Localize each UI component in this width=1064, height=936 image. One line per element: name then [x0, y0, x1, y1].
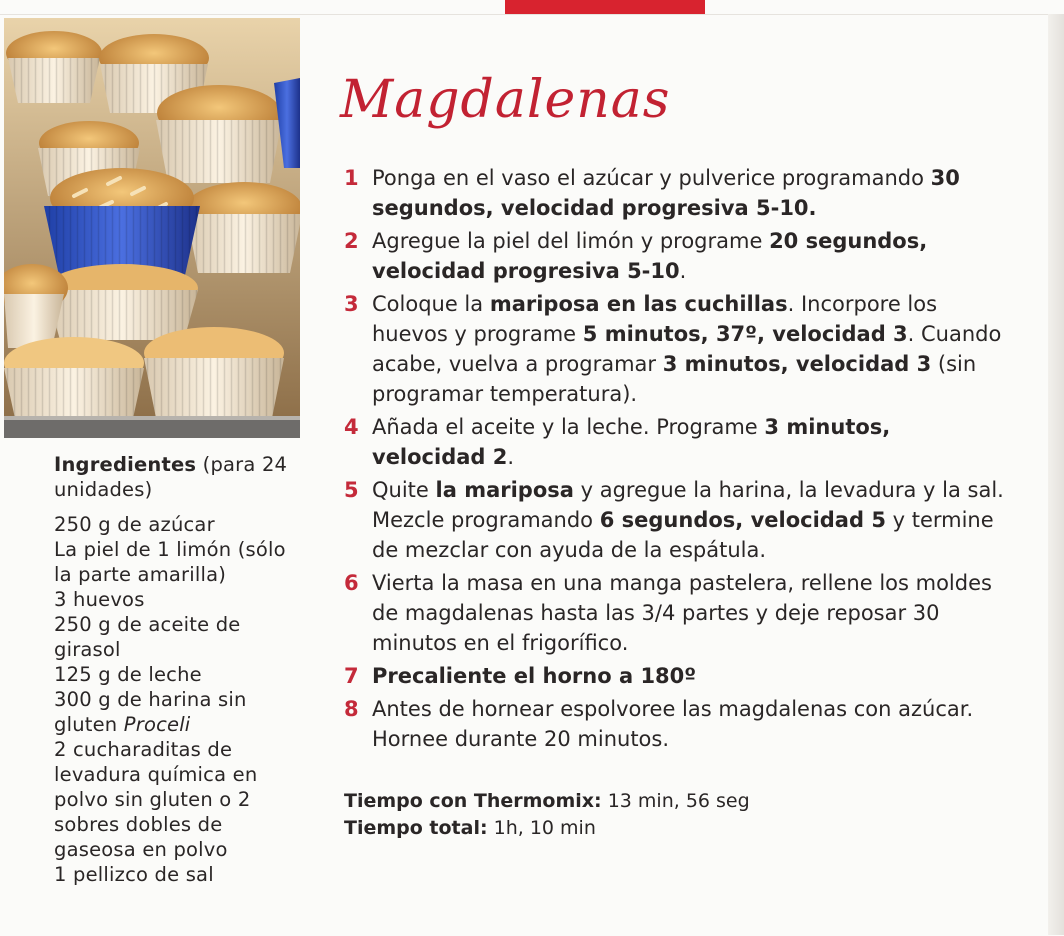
step-number: 5: [344, 478, 359, 502]
step-number: 4: [344, 415, 359, 439]
muffin: [4, 337, 144, 423]
text-run: 125 g de leche: [54, 663, 202, 686]
text-run: 3 huevos: [54, 588, 145, 611]
step-item: [344, 694, 1004, 754]
text-run: Proceli: [123, 713, 191, 736]
step-number: 1: [344, 166, 359, 190]
total-time-value: 1h, 10 min: [487, 817, 596, 839]
step-text: [372, 163, 1004, 223]
step-number: 2: [344, 229, 359, 253]
thermomix-time-value: 13 min, 56 seg: [601, 790, 750, 812]
step-number: 6: [344, 571, 359, 595]
step-number: 8: [344, 697, 359, 721]
ingredients-list: [54, 512, 304, 887]
step-number: 7: [344, 664, 359, 688]
total-time-label: Tiempo total:: [344, 817, 488, 839]
text-run: mariposa en las cuchillas: [489, 292, 788, 316]
text-run: Agregue la piel del limón y programe: [372, 229, 770, 253]
ingredients-heading: [54, 452, 304, 502]
step-text: [372, 412, 1004, 472]
step-item: [344, 661, 1004, 691]
step-text: [372, 694, 1004, 754]
ingredient-item: [54, 662, 304, 687]
step-item: [344, 568, 1004, 658]
step-item: [344, 226, 1004, 286]
text-run: Precaliente el horno a 180º: [372, 664, 697, 688]
text-run: Antes de hornear espolvoree las magdalenas con azúcar. Hornee durante 20 minutos.: [372, 697, 974, 751]
text-run: Coloque la: [372, 292, 490, 316]
step-item: [344, 475, 1004, 565]
ingredient-item: [54, 537, 304, 587]
text-run: y termine de mezclar con ayuda de la espátula.: [372, 508, 994, 562]
ingredient-item: [54, 862, 304, 887]
blue-cup-muffin: [44, 168, 200, 280]
ingredient-item: [54, 587, 304, 612]
ingredients-panel: [54, 452, 304, 887]
step-text: [372, 289, 1004, 409]
text-run: 30 segundos, velocidad progresiva 5-10.: [372, 166, 960, 220]
text-run: 20 segundos, velocidad progresiva 5-10: [372, 229, 928, 283]
text-run: 250 g de aceite de girasol: [54, 613, 241, 661]
text-run: La piel de 1 limón (sólo la parte amarilla): [54, 538, 286, 586]
text-run: . Cuando acabe, vuelva a programar: [372, 322, 1002, 376]
step-item: [344, 412, 1004, 472]
text-run: 300 g de harina sin gluten: [54, 688, 247, 736]
text-run: 250 g de azúcar: [54, 513, 215, 536]
text-run: .: [679, 259, 687, 283]
ingredient-item: [54, 737, 304, 862]
muffin: [46, 264, 198, 340]
step-number: 3: [344, 292, 359, 316]
thermomix-time-label: Tiempo con Thermomix:: [344, 790, 602, 812]
steps-list: [344, 163, 1004, 757]
step-text: [372, 226, 1004, 286]
recipe-title: Magdalenas: [340, 70, 671, 130]
text-run: Añada el aceite y la leche. Programe: [372, 415, 765, 439]
times-block: [344, 788, 750, 842]
ingredient-item: [54, 512, 304, 537]
text-run: y agregue la harina, la levadura y la sal. Mezcle programando: [372, 478, 1004, 532]
thermomix-time: [344, 788, 750, 815]
page-edge: [1048, 14, 1064, 935]
text-run: 3 minutos, velocidad 3: [662, 352, 932, 376]
ingredient-item: [54, 687, 304, 737]
muffins-photo: [4, 18, 300, 438]
text-run: 6 segundos, velocidad 5: [599, 508, 886, 532]
text-run: 3 minutos, velocidad 2: [372, 415, 891, 469]
text-run: Ponga en el vaso el azúcar y pulverice programando: [372, 166, 931, 190]
text-run: 5 minutos, 37º, velocidad 3: [582, 322, 908, 346]
text-run: la mariposa: [435, 478, 574, 502]
ingredient-item: [54, 612, 304, 662]
text-run: (sin programar temperatura).: [372, 352, 977, 406]
muffin: [186, 182, 300, 273]
text-run: Vierta la masa en una manga pastelera, rellene los moldes de magdalenas hasta las 3/4 partes y deje reposar 30 minutos en el frigorífico.: [372, 571, 992, 655]
ingredients-title: Ingredientes: [54, 453, 197, 476]
step-item: [344, 163, 1004, 223]
text-run: . Incorpore los huevos y programe: [372, 292, 938, 346]
muffin: [6, 31, 102, 103]
text-run: Quite: [372, 478, 436, 502]
muffin: [144, 327, 284, 418]
step-text: [372, 568, 1004, 658]
step-text: [372, 661, 1004, 691]
text-run: 2 cucharaditas de levadura química en polvo sin gluten o 2 sobres dobles de gaseosa en polvo: [54, 738, 258, 861]
step-item: [344, 289, 1004, 409]
step-text: [372, 475, 1004, 565]
total-time: [344, 815, 750, 842]
ingredients-yield: (para 24 unidades): [54, 453, 288, 501]
text-run: 1 pellizco de sal: [54, 863, 214, 886]
red-tab: [505, 0, 705, 14]
text-run: .: [507, 445, 515, 469]
